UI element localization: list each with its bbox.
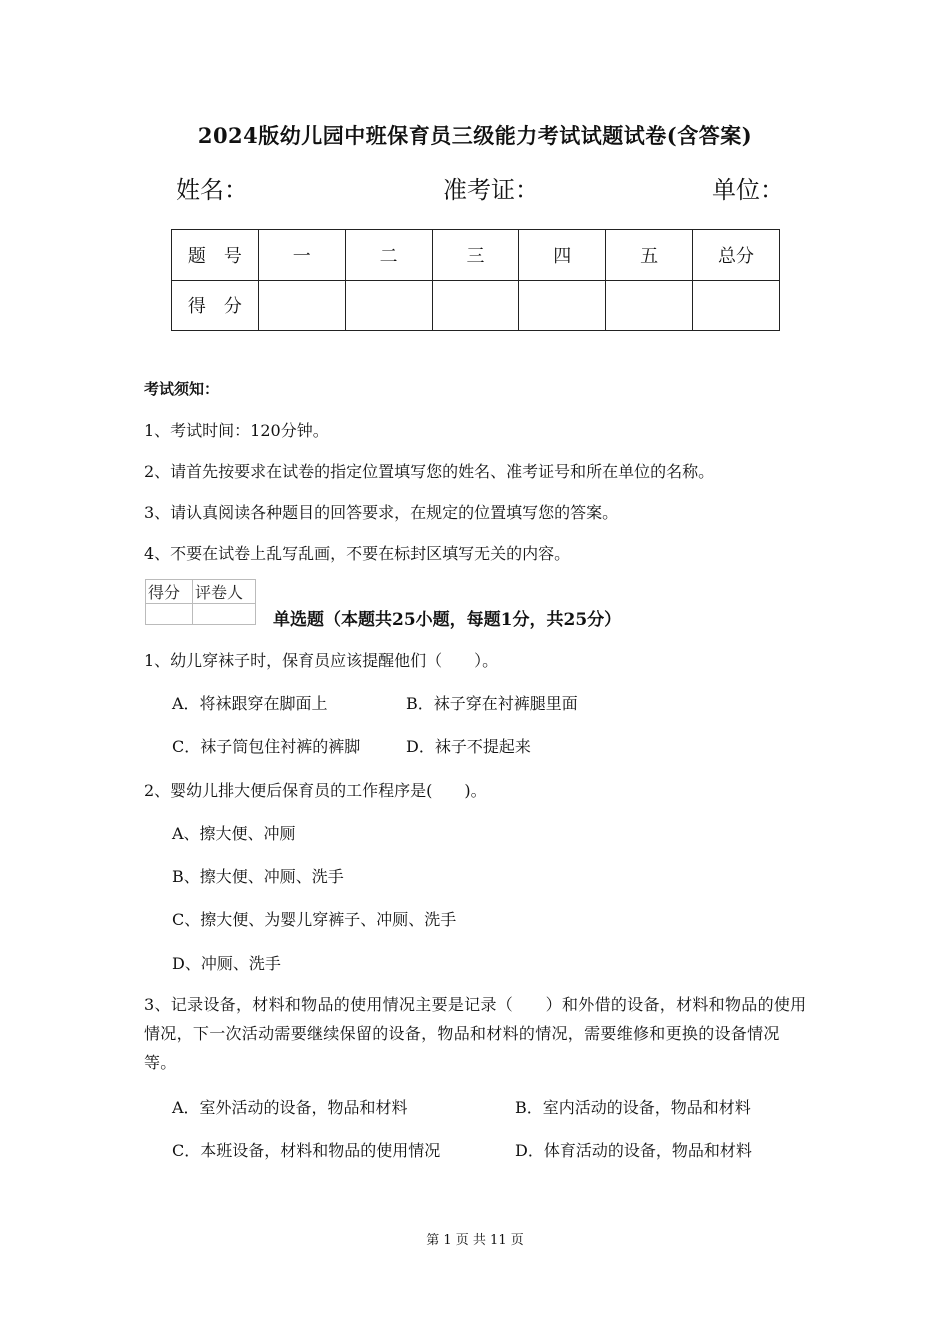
notice-heading: 考试须知： [144, 380, 220, 398]
grader-score-cell[interactable] [146, 604, 193, 625]
question-option: C、擦大便、为婴儿穿裤子、冲厕、洗手 [172, 910, 457, 929]
grader-score-label: 得分 [146, 580, 193, 604]
question-stem: 1、幼儿穿袜子时，保育员应该提醒他们（ ）。 [144, 651, 499, 670]
grader-name-label: 评卷人 [193, 580, 256, 604]
notice-item: 3、请认真阅读各种题目的回答要求，在规定的位置填写您的答案。 [144, 503, 619, 522]
section-title: 单选题（本题共25小题，每题1分，共25分） [273, 610, 622, 630]
score-cell[interactable] [258, 280, 345, 331]
score-table [171, 229, 780, 331]
score-cell[interactable] [345, 280, 432, 331]
header-cell: 四 [519, 230, 606, 281]
header-cell: 二 [345, 230, 432, 281]
notice-item: 4、不要在试卷上乱写乱画，不要在标封区填写无关的内容。 [144, 544, 571, 563]
score-cell[interactable] [432, 280, 519, 331]
grader-box [145, 579, 256, 625]
name-label: 姓名： [176, 176, 248, 204]
question-option: C．本班设备，材料和物品的使用情况 [172, 1141, 441, 1160]
score-table-score-row [172, 280, 780, 331]
header-cell: 总分 [693, 230, 780, 281]
grader-name-cell[interactable] [193, 604, 256, 625]
question-option: D、冲厕、洗手 [172, 954, 281, 973]
question-stem: 3、记录设备，材料和物品的使用情况主要是记录（ ）和外借的设备，材料和物品的使用情况，下一次活动需要继续保留的设备，物品和材料的情况，需要维修和更换的设备情况等。 [144, 995, 807, 1072]
question-option: D．体育活动的设备，物品和材料 [515, 1141, 752, 1160]
header-cell: 三 [432, 230, 519, 281]
score-cell[interactable] [519, 280, 606, 331]
question-option: A．室外活动的设备，物品和材料 [172, 1098, 408, 1117]
question-option: C．袜子筒包住衬裤的裤脚 [172, 737, 361, 756]
question-option: D．袜子不提起来 [406, 737, 531, 756]
header-cell: 五 [606, 230, 693, 281]
question-option: A．将袜跟穿在脚面上 [172, 694, 328, 713]
header-cell: 一 [258, 230, 345, 281]
unit-label: 单位： [712, 176, 784, 204]
score-cell[interactable] [606, 280, 693, 331]
question-option: B．袜子穿在衬裤腿里面 [406, 694, 578, 713]
question-option: B．室内活动的设备，物品和材料 [515, 1098, 751, 1117]
score-cell[interactable] [693, 280, 780, 331]
question-stem: 2、婴幼儿排大便后保育员的工作程序是( )。 [144, 781, 487, 800]
question-option: B、擦大便、冲厕、洗手 [172, 867, 344, 886]
score-label-cell: 得 分 [172, 280, 259, 331]
notice-item: 1、考试时间：120分钟。 [144, 421, 329, 440]
page-footer: 第 1 页 共 11 页 [426, 1233, 524, 1248]
score-table-header-row [172, 230, 780, 281]
question-option: A、擦大便、冲厕 [172, 824, 296, 843]
exam-id-label: 准考证： [443, 176, 539, 204]
notice-item: 2、请首先按要求在试卷的指定位置填写您的姓名、准考证号和所在单位的名称。 [144, 462, 715, 481]
header-cell: 题 号 [172, 230, 259, 281]
page-title: 2024版幼儿园中班保育员三级能力考试试题试卷(含答案) [197, 123, 753, 148]
